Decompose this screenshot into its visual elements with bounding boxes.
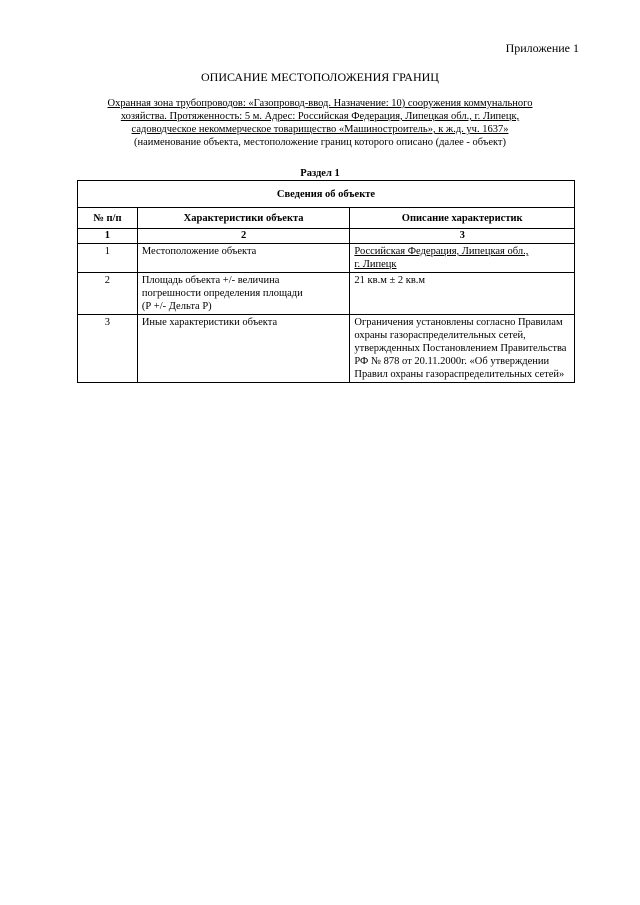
row-characteristic (137, 273, 350, 315)
text-fragment: г. Липецк (354, 259, 397, 270)
text-line (354, 258, 570, 271)
text-line: Площадь объекта +/- величина (141, 275, 280, 286)
row-characteristic (137, 244, 350, 273)
object-info-table (77, 180, 575, 383)
section-title: Раздел 1 (300, 168, 340, 179)
row-num: 1 (78, 244, 138, 273)
row-num: 2 (78, 273, 138, 315)
row-description (350, 315, 575, 383)
table-header-row (78, 208, 575, 229)
text-line: Российская Федерация, Липецкая обл., (354, 246, 529, 257)
object-name-caption: (наименование объекта, местоположение границ которого описано (далее - объект) (133, 137, 507, 148)
header-characteristic: Характеристики объекта (137, 208, 350, 229)
text-line: охраны газораспределительных сетей, (354, 330, 526, 341)
text-line: Иные характеристики объекта (141, 317, 278, 328)
object-name-line: хозяйства. Протяженность: 5 м. Адрес: Российская Федерация, Липецкая обл., г. Липецк, (120, 111, 520, 122)
table-row (78, 315, 575, 383)
row-description (350, 244, 575, 273)
header-num: № п/п (78, 208, 138, 229)
column-number-row (78, 229, 575, 244)
text-line: Местоположение объекта (141, 246, 257, 257)
column-number: 3 (350, 229, 575, 244)
text-line: утвержденных Постановлением Правительства (354, 343, 567, 354)
column-number: 1 (78, 229, 138, 244)
text-line: Ограничения установлены согласно Правилам (354, 317, 563, 328)
table-caption: Сведения об объекте (78, 181, 575, 208)
appendix-label: Приложение 1 (505, 41, 579, 55)
column-number: 2 (137, 229, 350, 244)
object-name-block (72, 97, 568, 149)
object-name-line: Охранная зона трубопроводов: «Газопровод-ввод. Назначение: 10) сооружения коммунального (107, 98, 533, 109)
row-description (350, 273, 575, 315)
text-line: 21 кв.м ± 2 кв.м (354, 275, 426, 286)
text-line: Правил охраны газораспределительных сетей» (354, 369, 565, 380)
header-description: Описание характеристик (350, 208, 575, 229)
table-row (78, 244, 575, 273)
table-caption-row (78, 181, 575, 208)
text-line: (Р +/- Дельта Р) (141, 301, 212, 312)
text-line: погрешности определения площади (141, 288, 303, 299)
object-name-line: садоводческое некоммерческое товарищество «Машиностроитель», к ж.д. уч. 1637» (131, 124, 509, 135)
row-characteristic (137, 315, 350, 383)
row-num: 3 (78, 315, 138, 383)
text-line: РФ № 878 от 20.11.2000г. «Об утверждении (354, 356, 550, 367)
table-row (78, 273, 575, 315)
document-title: ОПИСАНИЕ МЕСТОПОЛОЖЕНИЯ ГРАНИЦ (201, 70, 439, 84)
